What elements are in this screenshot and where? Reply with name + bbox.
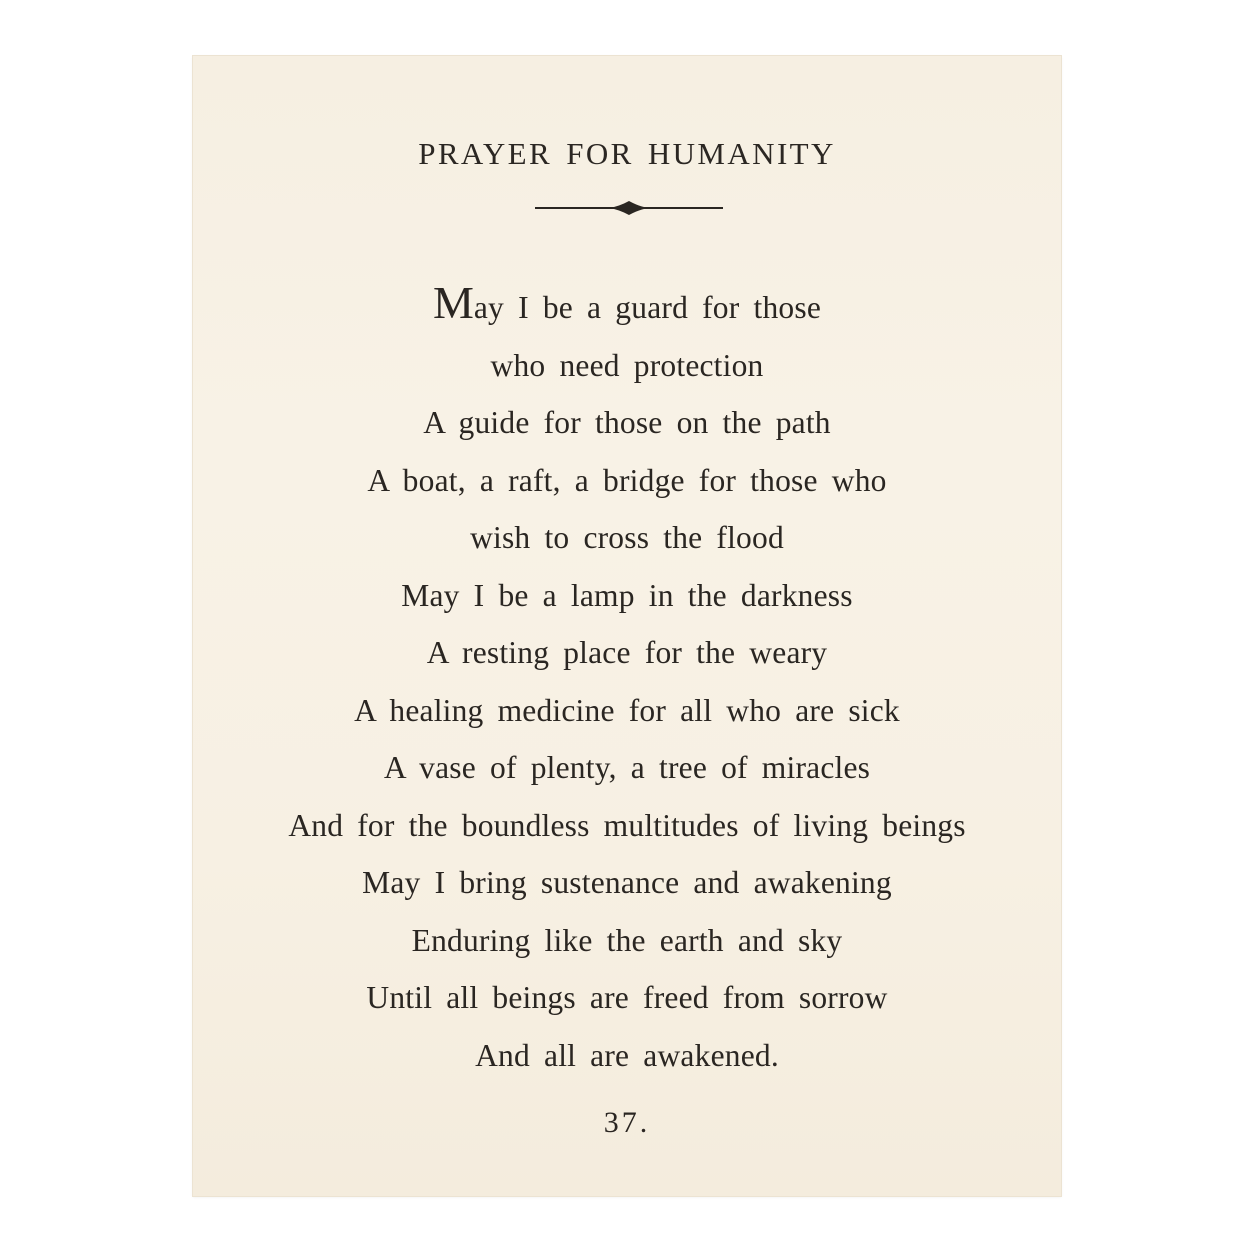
poem-line-text: ay I be a guard for those <box>473 290 822 325</box>
poem-line: And for the boundless multitudes of living beings <box>288 807 966 843</box>
poem-line: And all are awakened. <box>475 1037 779 1073</box>
poem-line: A vase of plenty, a tree of miracles <box>383 750 871 785</box>
poem-line: A boat, a raft, a bridge for those who <box>367 462 887 498</box>
poem-line: A guide for those on the path <box>423 405 831 440</box>
diamond-rule-ornament-icon <box>535 198 723 218</box>
poem-line <box>193 279 1061 337</box>
poem-line: who need protection <box>490 347 764 383</box>
poem-body <box>193 279 1061 1084</box>
poem-line: May I bring sustenance and awakening <box>362 865 892 900</box>
page-title: PRAYER FOR HUMANITY <box>418 136 836 171</box>
drop-cap: M <box>432 277 474 328</box>
poem-line: wish to cross the flood <box>470 520 784 555</box>
poem-line: May I be a lamp in the darkness <box>401 577 853 613</box>
page-number: 37. <box>603 1106 651 1139</box>
poem-line: Until all beings are freed from sorrow <box>366 980 888 1015</box>
print-page <box>193 56 1061 1196</box>
poem-line: A resting place for the weary <box>426 635 828 670</box>
poem-line: Enduring like the earth and sky <box>411 922 843 958</box>
poem-line: A healing medicine for all who are sick <box>354 692 900 728</box>
